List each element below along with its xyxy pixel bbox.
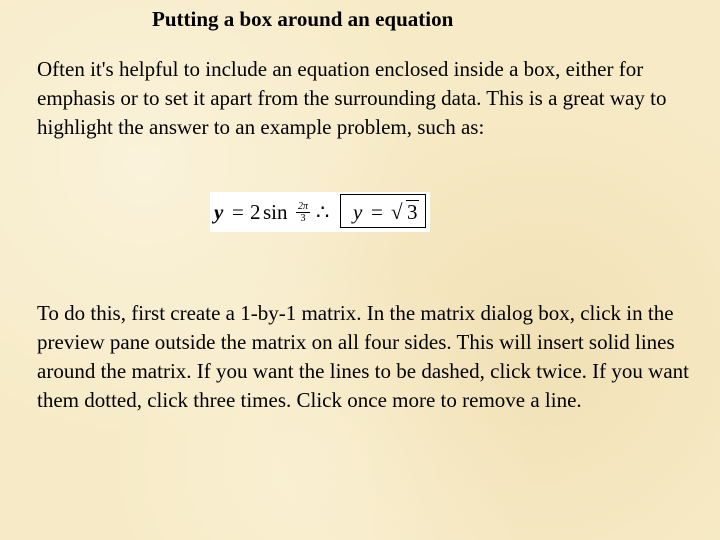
slide-title: Putting a box around an equation <box>152 7 454 31</box>
instructions-paragraph: To do this, first create a 1-by-1 matrix. In the matrix dialog box, click in the preview pane outside the matrix on all four sides. This will insert solid lines around the matrix. If you want the lines to be dashed, click twice. If you want them dotted, click three times. Click once more to remove a line. <box>37 301 689 412</box>
equation-equals-sign: = <box>232 200 244 224</box>
equation-image <box>210 192 430 232</box>
equation-fraction <box>296 201 310 224</box>
equation-coefficient: 2 <box>250 200 261 224</box>
therefore-symbol: ∴ <box>316 200 330 224</box>
boxed-answer <box>340 194 426 228</box>
intro-paragraph: Often it's helpful to include an equation enclosed inside a box, either for emphasis or to set it apart from the surrounding data. This is a great way to highlight the answer to an example problem, such as: <box>37 57 667 139</box>
fraction-denominator: 3 <box>300 213 306 224</box>
fraction-numerator: 2π <box>297 201 308 212</box>
boxed-variable: y <box>353 200 363 224</box>
radicand: 3 <box>407 200 418 224</box>
equation-sine-function: sin <box>263 200 288 224</box>
boxed-equals-sign: = <box>371 200 383 224</box>
equation-lhs-variable: y <box>214 200 224 224</box>
square-root-symbol: √ <box>391 200 403 224</box>
